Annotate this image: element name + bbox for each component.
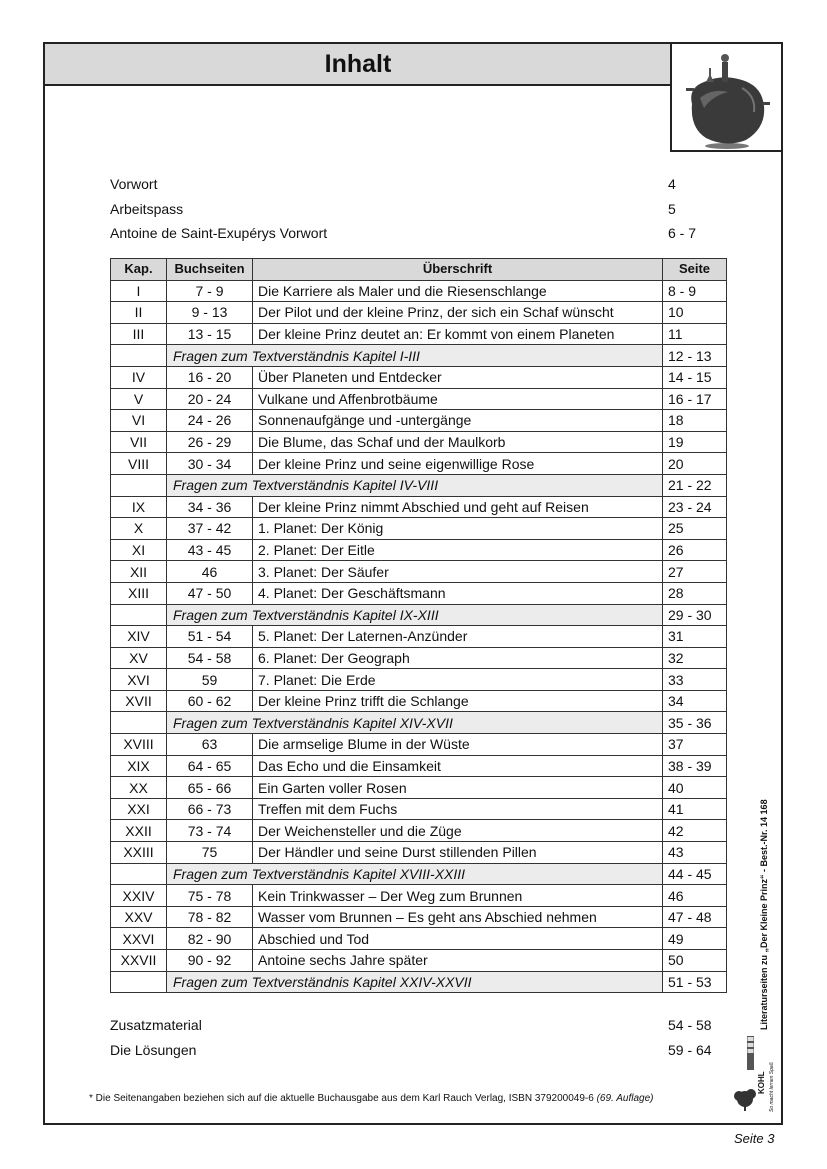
chapter-cell: VIII — [111, 453, 167, 475]
book-pages-cell: 66 - 73 — [167, 798, 253, 820]
book-pages-cell: 13 - 15 — [167, 323, 253, 345]
table-row — [111, 842, 727, 864]
column-header-seite: Seite — [663, 259, 727, 281]
chapter-cell: IX — [111, 496, 167, 518]
question-row — [111, 863, 727, 885]
page-cell: 41 — [663, 798, 727, 820]
footnote-edition: (69. Auflage) — [596, 1093, 654, 1104]
table-row — [111, 820, 727, 842]
table-row — [111, 280, 727, 302]
planet-prince-icon — [682, 48, 772, 150]
list-item — [110, 1017, 720, 1037]
table-row — [111, 410, 727, 432]
page-cell: 16 - 17 — [663, 388, 727, 410]
page-cell: 27 — [663, 561, 727, 583]
chapter-cell: XXI — [111, 798, 167, 820]
question-row — [111, 712, 727, 734]
page-number: Seite 3 — [734, 1131, 775, 1146]
book-pages-cell: 26 - 29 — [167, 431, 253, 453]
heading-cell: Antoine sechs Jahre später — [253, 950, 663, 972]
heading-cell: Die Blume, das Schaf und der Maulkorb — [253, 431, 663, 453]
heading-cell: Das Echo und die Einsamkeit — [253, 755, 663, 777]
entry-page: 54 - 58 — [668, 1017, 712, 1033]
heading-cell: Ein Garten voller Rosen — [253, 777, 663, 799]
list-item — [110, 201, 720, 221]
page-cell: 11 — [663, 323, 727, 345]
book-pages-cell: 51 - 54 — [167, 626, 253, 648]
chapter-cell: XII — [111, 561, 167, 583]
heading-cell: Der Händler und seine Durst stillenden Pillen — [253, 842, 663, 864]
list-item — [110, 176, 720, 196]
question-row — [111, 345, 727, 367]
chapter-cell: XI — [111, 539, 167, 561]
empty-cell — [111, 712, 167, 734]
entry-page: 5 — [668, 201, 676, 217]
page-cell: 19 — [663, 431, 727, 453]
chapter-cell: XIV — [111, 626, 167, 648]
book-pages-cell: 37 - 42 — [167, 518, 253, 540]
heading-cell: Sonnenaufgänge und -untergänge — [253, 410, 663, 432]
question-row — [111, 474, 727, 496]
table-row — [111, 626, 727, 648]
page-cell: 43 — [663, 842, 727, 864]
book-pages-cell: 75 - 78 — [167, 885, 253, 907]
questions-label: Fragen zum Textverständnis Kapitel XXIV-XXVII — [167, 971, 663, 993]
chapter-cell: XXV — [111, 906, 167, 928]
heading-cell: Über Planeten und Entdecker — [253, 366, 663, 388]
page-cell: 29 - 30 — [663, 604, 727, 626]
page-cell: 26 — [663, 539, 727, 561]
empty-cell — [111, 474, 167, 496]
chapter-cell: VI — [111, 410, 167, 432]
book-pages-cell: 75 — [167, 842, 253, 864]
book-pages-cell: 46 — [167, 561, 253, 583]
heading-cell: 1. Planet: Der König — [253, 518, 663, 540]
entry-label: Die Lösungen — [110, 1042, 197, 1058]
book-pages-cell: 54 - 58 — [167, 647, 253, 669]
book-pages-cell: 16 - 20 — [167, 366, 253, 388]
heading-cell: Kein Trinkwasser – Der Weg zum Brunnen — [253, 885, 663, 907]
page-cell: 20 — [663, 453, 727, 475]
page-cell: 21 - 22 — [663, 474, 727, 496]
questions-label: Fragen zum Textverständnis Kapitel I-III — [167, 345, 663, 367]
page-title: Inhalt — [45, 44, 671, 86]
book-pages-cell: 7 - 9 — [167, 280, 253, 302]
chapter-cell: V — [111, 388, 167, 410]
page-cell: 31 — [663, 626, 727, 648]
book-pages-cell: 90 - 92 — [167, 950, 253, 972]
entry-page: 59 - 64 — [668, 1042, 712, 1058]
heading-cell: Wasser vom Brunnen – Es geht ans Abschied nehmen — [253, 906, 663, 928]
entry-label: Vorwort — [110, 176, 158, 192]
questions-label: Fragen zum Textverständnis Kapitel XVIII-XXIII — [167, 863, 663, 885]
chapter-cell: XX — [111, 777, 167, 799]
page-cell: 33 — [663, 669, 727, 691]
kohl-logo — [731, 1034, 775, 1112]
table-row — [111, 388, 727, 410]
page-cell: 10 — [663, 302, 727, 324]
page-cell: 25 — [663, 518, 727, 540]
table-row — [111, 798, 727, 820]
book-pages-cell: 65 - 66 — [167, 777, 253, 799]
empty-cell — [111, 345, 167, 367]
chapter-cell: XIII — [111, 582, 167, 604]
chapter-cell: II — [111, 302, 167, 324]
little-prince-illustration — [670, 42, 783, 152]
chapter-cell: XV — [111, 647, 167, 669]
book-pages-cell: 59 — [167, 669, 253, 691]
table-row — [111, 734, 727, 756]
entry-page: 4 — [668, 176, 676, 192]
entry-label: Antoine de Saint-Exupérys Vorwort — [110, 225, 328, 241]
table-row — [111, 431, 727, 453]
chapter-cell: XXIII — [111, 842, 167, 864]
page-cell: 49 — [663, 928, 727, 950]
chapter-cell: IV — [111, 366, 167, 388]
logo-tagline: So macht lernen Spaß — [769, 1062, 775, 1112]
chapter-cell: XXVI — [111, 928, 167, 950]
questions-label: Fragen zum Textverständnis Kapitel IV-VIII — [167, 474, 663, 496]
table-row — [111, 755, 727, 777]
heading-cell: 6. Planet: Der Geograph — [253, 647, 663, 669]
table-row — [111, 496, 727, 518]
entry-page: 6 - 7 — [668, 225, 697, 241]
heading-cell: Treffen mit dem Fuchs — [253, 798, 663, 820]
side-publisher-note: Literaturseiten zu „Der Kleine Prinz“ - Best.-Nr. 14 168 — [759, 799, 769, 1030]
heading-cell: 4. Planet: Der Geschäftsmann — [253, 582, 663, 604]
table-row — [111, 885, 727, 907]
book-pages-cell: 73 - 74 — [167, 820, 253, 842]
heading-cell: Der kleine Prinz trifft die Schlange — [253, 690, 663, 712]
page-cell: 37 — [663, 734, 727, 756]
chapter-cell: XXVII — [111, 950, 167, 972]
book-pages-cell: 24 - 26 — [167, 410, 253, 432]
footnote — [89, 1093, 653, 1104]
page-cell: 32 — [663, 647, 727, 669]
page-cell: 8 - 9 — [663, 280, 727, 302]
heading-cell: Der Weichensteller und die Züge — [253, 820, 663, 842]
empty-cell — [111, 863, 167, 885]
page-cell: 51 - 53 — [663, 971, 727, 993]
page-cell: 46 — [663, 885, 727, 907]
book-pages-cell: 43 - 45 — [167, 539, 253, 561]
heading-cell: 2. Planet: Der Eitle — [253, 539, 663, 561]
question-row — [111, 971, 727, 993]
table-row — [111, 647, 727, 669]
entry-label: Zusatzmaterial — [110, 1017, 202, 1033]
heading-cell: Der kleine Prinz nimmt Abschied und geht auf Reisen — [253, 496, 663, 518]
entry-label: Arbeitspass — [110, 201, 184, 217]
chapter-cell: X — [111, 518, 167, 540]
questions-label: Fragen zum Textverständnis Kapitel IX-XIII — [167, 604, 663, 626]
book-pages-cell: 47 - 50 — [167, 582, 253, 604]
page-cell: 34 — [663, 690, 727, 712]
table-body — [111, 280, 727, 993]
list-item — [110, 1042, 720, 1062]
heading-cell: Der kleine Prinz deutet an: Er kommt von einem Planeten — [253, 323, 663, 345]
heading-cell: 5. Planet: Der Laternen-Anzünder — [253, 626, 663, 648]
table-row — [111, 323, 727, 345]
empty-cell — [111, 604, 167, 626]
book-pages-cell: 64 - 65 — [167, 755, 253, 777]
contents-table — [110, 258, 727, 993]
page-cell: 38 - 39 — [663, 755, 727, 777]
chapter-cell: XVI — [111, 669, 167, 691]
heading-cell: Die Karriere als Maler und die Riesenschlange — [253, 280, 663, 302]
book-pages-cell: 82 - 90 — [167, 928, 253, 950]
page-cell: 42 — [663, 820, 727, 842]
book-pages-cell: 60 - 62 — [167, 690, 253, 712]
chapter-cell: XXIV — [111, 885, 167, 907]
page-cell: 14 - 15 — [663, 366, 727, 388]
page-cell: 23 - 24 — [663, 496, 727, 518]
page-cell: 47 - 48 — [663, 906, 727, 928]
chapter-cell: XVIII — [111, 734, 167, 756]
table-row — [111, 518, 727, 540]
chapter-cell: XIX — [111, 755, 167, 777]
chapter-cell: VII — [111, 431, 167, 453]
column-header-buchseiten: Buchseiten — [167, 259, 253, 281]
question-row — [111, 604, 727, 626]
book-pages-cell: 9 - 13 — [167, 302, 253, 324]
book-pages-cell: 20 - 24 — [167, 388, 253, 410]
heading-cell: 3. Planet: Der Säufer — [253, 561, 663, 583]
table-row — [111, 669, 727, 691]
book-pages-cell: 30 - 34 — [167, 453, 253, 475]
empty-cell — [111, 971, 167, 993]
table-row — [111, 906, 727, 928]
page-cell: 12 - 13 — [663, 345, 727, 367]
book-pages-cell: 63 — [167, 734, 253, 756]
table-row — [111, 453, 727, 475]
list-item — [110, 225, 720, 245]
questions-label: Fragen zum Textverständnis Kapitel XIV-XVII — [167, 712, 663, 734]
page-cell: 28 — [663, 582, 727, 604]
table-row — [111, 561, 727, 583]
table-row — [111, 950, 727, 972]
heading-cell: Der Pilot und der kleine Prinz, der sich ein Schaf wünscht — [253, 302, 663, 324]
chapter-cell: III — [111, 323, 167, 345]
table-header-row — [111, 259, 727, 281]
heading-cell: Der kleine Prinz und seine eigenwillige Rose — [253, 453, 663, 475]
book-pages-cell: 34 - 36 — [167, 496, 253, 518]
heading-cell: Die armselige Blume in der Wüste — [253, 734, 663, 756]
table-row — [111, 539, 727, 561]
chapter-cell: XXII — [111, 820, 167, 842]
table-row — [111, 366, 727, 388]
column-header-ueberschrift: Überschrift — [253, 259, 663, 281]
column-header-kap: Kap. — [111, 259, 167, 281]
table-row — [111, 928, 727, 950]
page-cell: 50 — [663, 950, 727, 972]
chapter-cell: I — [111, 280, 167, 302]
table-row — [111, 690, 727, 712]
page-cell: 18 — [663, 410, 727, 432]
logo-brand: KOHL — [757, 1071, 766, 1094]
table-row — [111, 582, 727, 604]
footnote-text: * Die Seitenangaben beziehen sich auf die aktuelle Buchausgabe aus dem Karl Rauch Verlag, ISBN 379200049-6 — [89, 1093, 597, 1104]
chapter-cell: XVII — [111, 690, 167, 712]
heading-cell: Abschied und Tod — [253, 928, 663, 950]
heading-cell: 7. Planet: Die Erde — [253, 669, 663, 691]
table-row — [111, 777, 727, 799]
page-cell: 35 - 36 — [663, 712, 727, 734]
page-cell: 40 — [663, 777, 727, 799]
page-cell: 44 - 45 — [663, 863, 727, 885]
heading-cell: Vulkane und Affenbrotbäume — [253, 388, 663, 410]
table-row — [111, 302, 727, 324]
book-pages-cell: 78 - 82 — [167, 906, 253, 928]
